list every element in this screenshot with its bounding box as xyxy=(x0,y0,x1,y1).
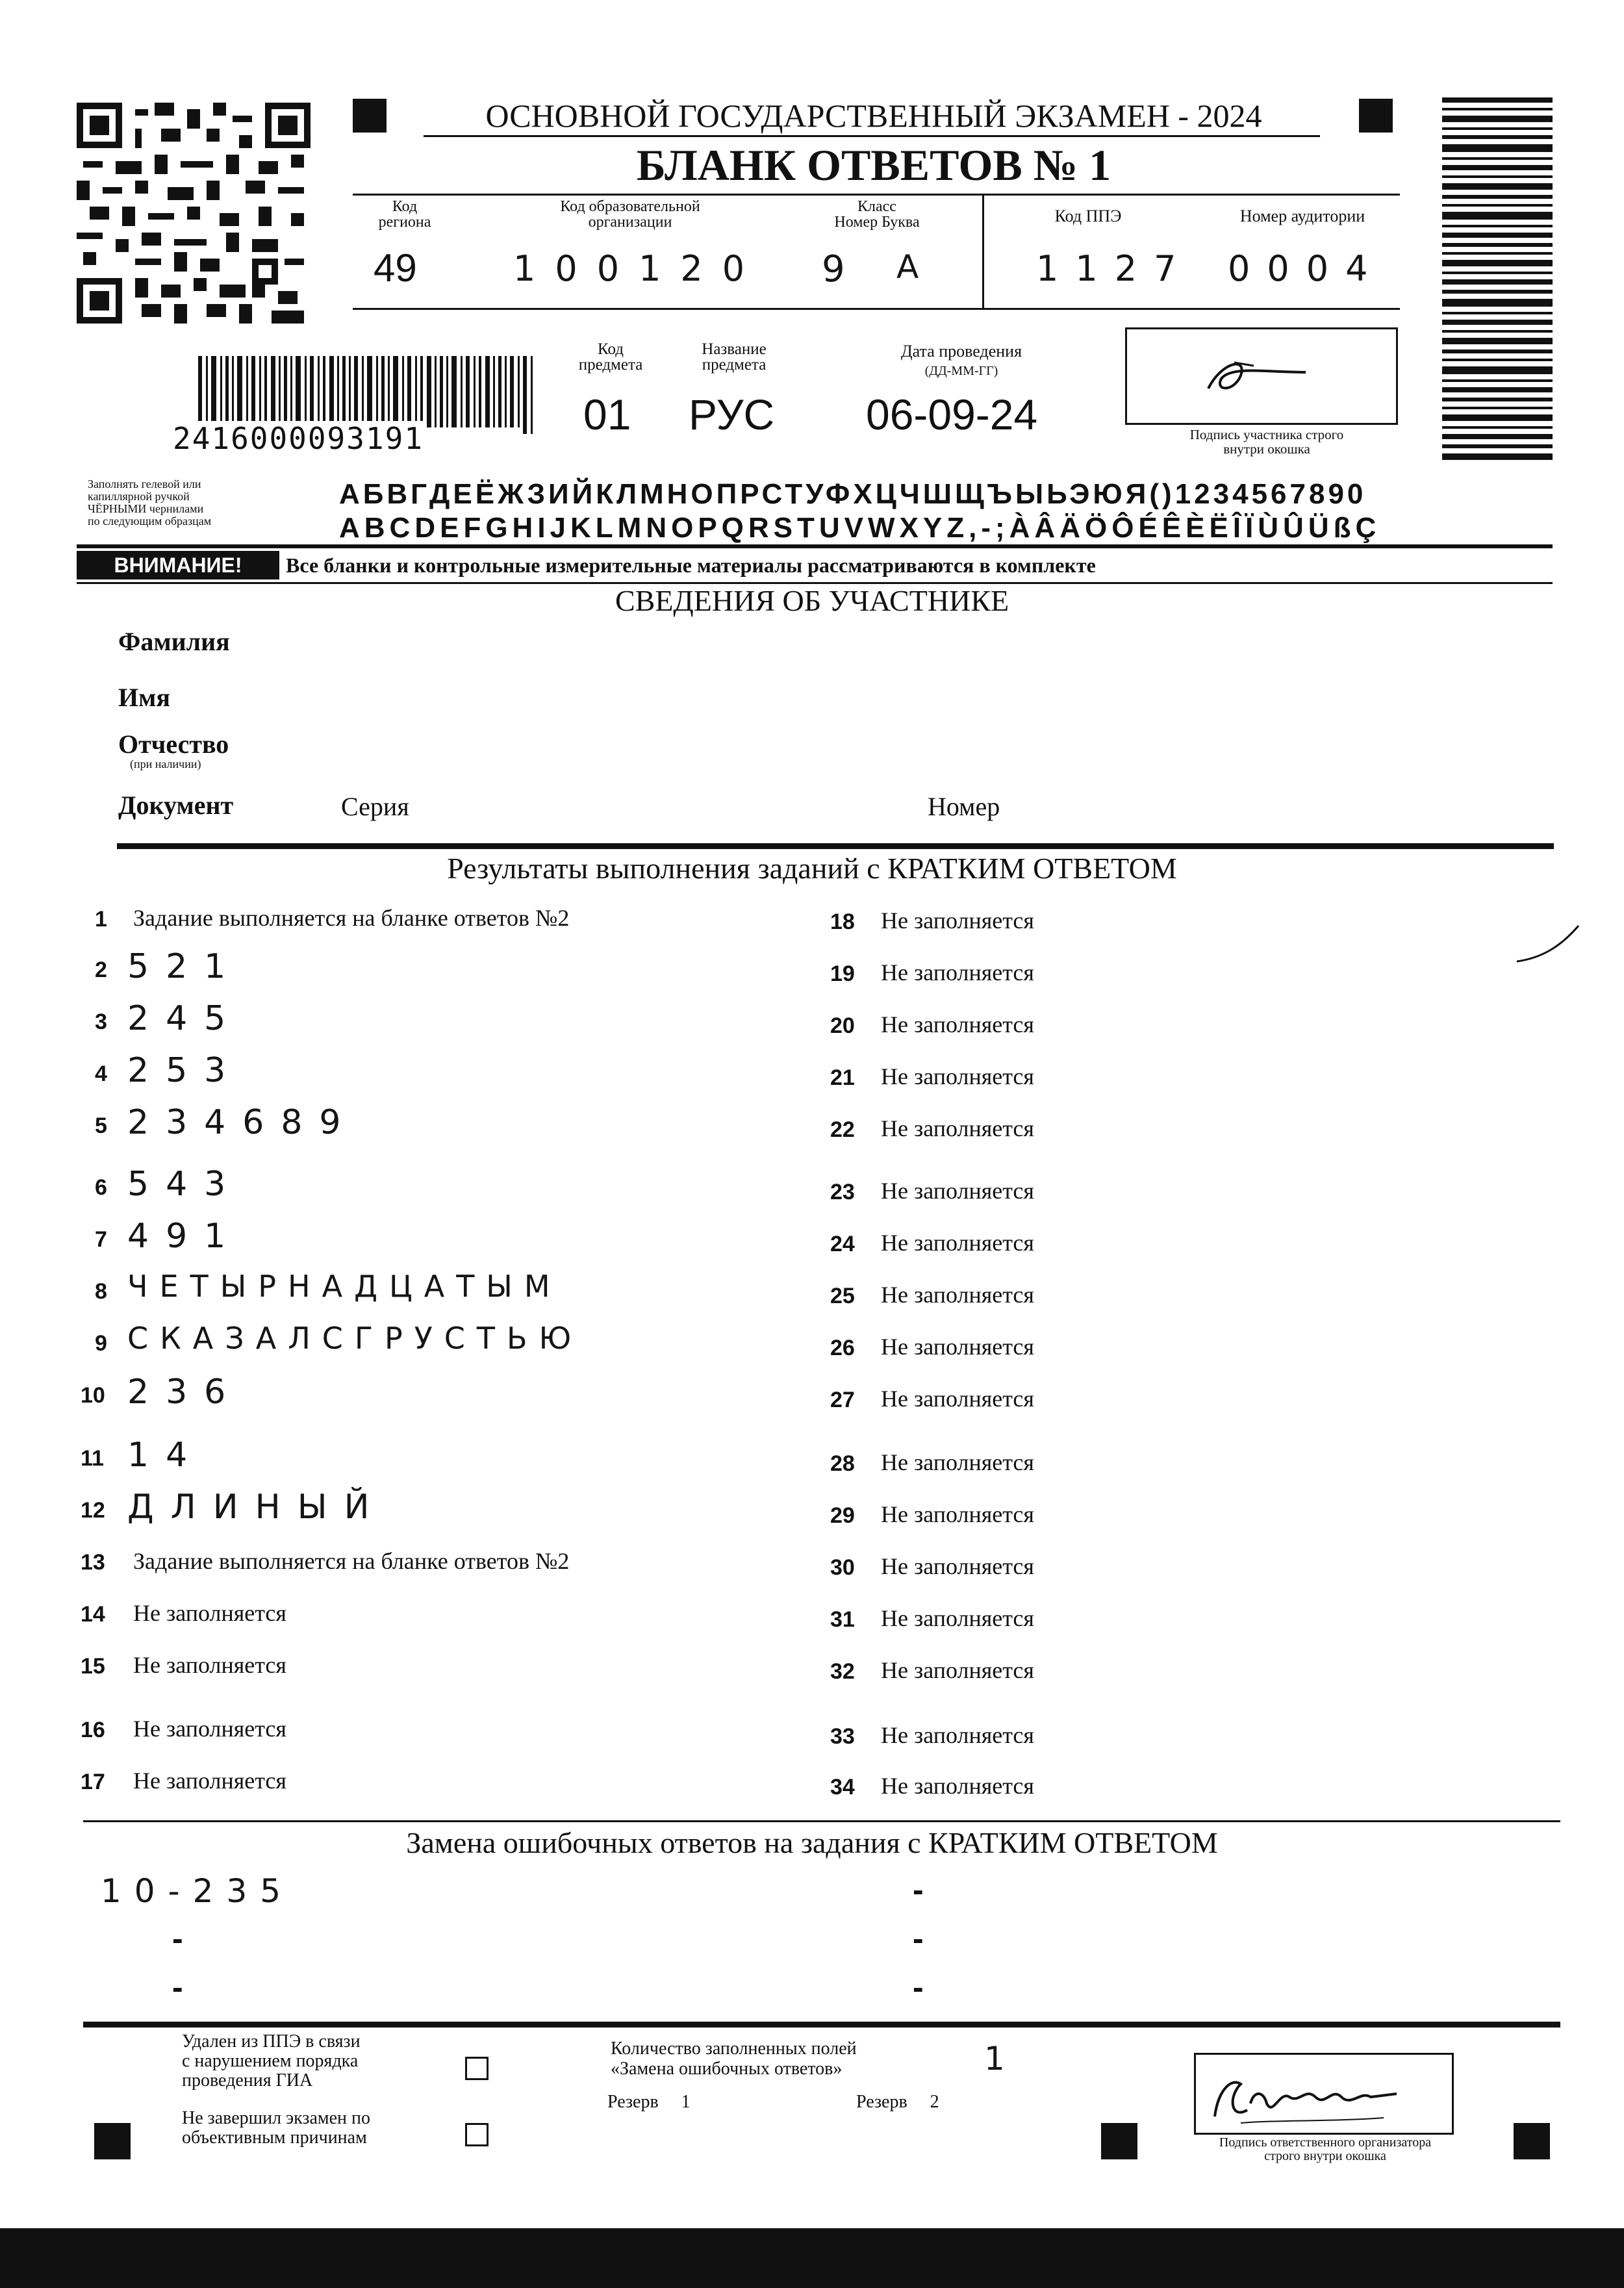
short-answers-heading: Результаты выполнения заданий с КРАТКИМ ОТВЕТОМ xyxy=(447,852,1177,885)
title-underline xyxy=(424,135,1320,137)
exam-title: ОСНОВНОЙ ГОСУДАРСТВЕННЫЙ ЭКЗАМЕН - 2024 xyxy=(485,97,1262,134)
answer-number: 7 xyxy=(95,1227,107,1252)
answer-number: 21 xyxy=(830,1065,855,1090)
org-code-value: 100120 xyxy=(513,248,765,289)
answer-note: Не заполняется xyxy=(881,1334,1034,1360)
pen-mark xyxy=(1514,922,1585,968)
answer-number: 6 xyxy=(95,1175,107,1200)
answer-note: Не заполняется xyxy=(881,1773,1034,1799)
answer-number: 18 xyxy=(830,909,855,934)
bottom-band xyxy=(0,2228,1624,2288)
answer-note: Не заполняется xyxy=(881,960,1034,985)
handwritten-answer[interactable]: ДЛИНЫЙ xyxy=(127,1488,387,1527)
answer-number: 5 xyxy=(95,1113,107,1138)
handwritten-answer[interactable]: ЧЕТЫРНАДЦАТЫМ xyxy=(127,1269,562,1304)
handwritten-answer[interactable]: 521 xyxy=(127,947,243,986)
qr-code xyxy=(77,103,311,324)
answers-bottom-rule xyxy=(83,1820,1560,1822)
room-number-label: Номер аудитории xyxy=(1239,207,1365,225)
answer-note: Не заполняется xyxy=(133,1600,286,1626)
replacement-heading: Замена ошибочных ответов на задания с КРАТКИМ ОТВЕТОМ xyxy=(406,1826,1218,1859)
answer-number: 29 xyxy=(830,1503,855,1528)
class-number-value: 9 xyxy=(822,248,862,290)
reserve-2-label: Резерв 2 xyxy=(856,2092,939,2112)
fields-bottom-rule xyxy=(353,308,1400,310)
answer-note: Не заполняется xyxy=(881,1657,1034,1683)
barcode-number: 2416000093191 xyxy=(170,421,426,456)
handwritten-answer[interactable]: 245 xyxy=(127,999,243,1038)
answer-note: Не заполняется xyxy=(881,1501,1034,1527)
answer-note: Не заполняется xyxy=(881,1011,1034,1037)
replacement-bottom-rule xyxy=(83,2022,1560,2027)
replacement-dash-left-2: - xyxy=(172,1920,183,1957)
exam-date-value: 06-09-24 xyxy=(866,390,1038,439)
participant-signature-caption: Подпись участника строго внутри окошка xyxy=(1143,427,1390,456)
patronymic-label: Отчество xyxy=(118,730,229,759)
answer-number: 32 xyxy=(830,1659,855,1684)
sample-line-latin: ABCDEFGHIJKLMNOPQRSTUVWXYZ,-;ÀÂÄÖÔÉÊÈËÎÏÙÛÜßÇ xyxy=(339,512,1381,544)
handwritten-answer[interactable]: 236 xyxy=(127,1373,243,1412)
handwritten-answer[interactable]: 234689 xyxy=(127,1103,358,1142)
replacement-dash-left-3: - xyxy=(172,1969,183,2005)
answer-note: Не заполняется xyxy=(881,1282,1034,1308)
fields-divider xyxy=(982,194,984,309)
answer-number: 20 xyxy=(830,1013,855,1038)
handwritten-answer[interactable]: 14 xyxy=(127,1436,205,1475)
answer-number: 33 xyxy=(830,1724,855,1749)
handwritten-answer[interactable]: СКАЗАЛСГРУСТЬЮ xyxy=(127,1321,583,1356)
replacement-entry-1: 10-235 xyxy=(101,1872,294,1910)
replacement-dash-right-2: - xyxy=(913,1920,924,1957)
answer-number: 25 xyxy=(830,1284,855,1308)
answer-note: Не заполняется xyxy=(133,1716,286,1742)
subject-name-value: РУС xyxy=(689,390,775,439)
answer-note: Не заполняется xyxy=(881,1063,1034,1089)
sample-bottom-rule xyxy=(77,544,1553,548)
region-code-value: 49 xyxy=(374,246,417,290)
handwritten-answer[interactable]: 491 xyxy=(127,1217,243,1256)
exam-date-label: Дата проведения xyxy=(900,342,1022,361)
participant-bottom-rule xyxy=(117,843,1554,849)
answer-number: 9 xyxy=(95,1331,107,1356)
sample-line-cyrillic: АБВГДЕЁЖЗИЙКЛМНОПРСТУФХЦЧШЩЪЫЬЭЮЯ()1234567890 xyxy=(339,478,1367,510)
surname-label: Фамилия xyxy=(118,627,230,656)
exam-date-format: (ДД-ММ-ГГ) xyxy=(924,364,998,378)
answer-number: 15 xyxy=(81,1654,105,1679)
answer-number: 10 xyxy=(81,1383,105,1408)
answer-number: 30 xyxy=(830,1555,855,1580)
answer-note: Не заполняется xyxy=(881,1386,1034,1412)
document-number-label: Номер xyxy=(928,792,1000,821)
answer-note: Не заполняется xyxy=(881,1230,1034,1256)
removed-text: Удален из ППЭ в связи с нарушением порядка проведения ГИА xyxy=(182,2031,361,2091)
org-code-label: Код образовательной организации xyxy=(560,198,700,231)
subject-code-value: 01 xyxy=(583,390,631,439)
corner-marker-top-right xyxy=(1359,99,1393,133)
not-finished-checkbox[interactable] xyxy=(465,2123,488,2146)
answer-number: 17 xyxy=(81,1770,105,1794)
organizer-signature-caption: Подпись ответственного организатора строго внутри окошка xyxy=(1219,2135,1432,2163)
participant-signature xyxy=(1195,343,1312,408)
answer-number: 19 xyxy=(830,961,855,986)
fields-top-rule xyxy=(353,194,1400,196)
answer-note: Задание выполняется на бланке ответов №2 xyxy=(133,1548,570,1574)
handwritten-answer[interactable]: 543 xyxy=(127,1165,243,1204)
replacement-count-value: 1 xyxy=(984,2040,1022,2078)
answer-number: 24 xyxy=(830,1232,855,1256)
warning-label: ВНИМАНИЕ! xyxy=(77,551,279,579)
region-code-label: Код региона xyxy=(378,198,431,231)
answer-number: 13 xyxy=(81,1550,105,1575)
not-finished-text: Не завершил экзамен по объективным причинам xyxy=(182,2108,370,2148)
answer-note: Не заполняется xyxy=(133,1768,286,1794)
answer-number: 27 xyxy=(830,1388,855,1412)
answer-number: 3 xyxy=(95,1010,107,1034)
answer-note: Не заполняется xyxy=(881,1115,1034,1141)
answer-number: 31 xyxy=(830,1607,855,1632)
answer-note: Не заполняется xyxy=(881,1178,1034,1204)
answer-note: Не заполняется xyxy=(881,908,1034,934)
side-barcode xyxy=(1442,97,1553,461)
answer-number: 14 xyxy=(81,1602,105,1627)
warning-text: Все бланки и контрольные измерительные материалы рассматриваются в комплекте xyxy=(286,553,1096,577)
class-letter-value: А xyxy=(896,248,936,286)
patronymic-note: (при наличии) xyxy=(130,757,201,770)
replacement-dash-right-1: - xyxy=(913,1872,924,1908)
name-label: Имя xyxy=(118,683,170,712)
replacement-count-label: Количество заполненных полей «Замена ошибочных ответов» xyxy=(611,2039,857,2079)
sample-instructions: Заполнять гелевой или капиллярной ручкой ЧЁРНЫМИ чернилами по следующим образцам xyxy=(88,477,212,528)
ppe-code-value: 1127 xyxy=(1036,248,1193,289)
answer-number: 1 xyxy=(95,907,107,932)
answer-note: Задание выполняется на бланке ответов №2 xyxy=(133,905,570,931)
answer-note: Не заполняется xyxy=(881,1449,1034,1475)
answer-note: Не заполняется xyxy=(881,1722,1034,1748)
answer-number: 12 xyxy=(81,1498,105,1523)
subject-code-label: Код предмета xyxy=(578,340,643,374)
ppe-code-label: Код ППЭ xyxy=(1054,207,1122,225)
answer-note: Не заполняется xyxy=(881,1605,1034,1631)
replacement-dash-right-3: - xyxy=(913,1969,924,2005)
reserve-1-label: Резерв 1 xyxy=(607,2092,691,2112)
answer-number: 8 xyxy=(95,1279,107,1304)
handwritten-answer[interactable]: 253 xyxy=(127,1051,243,1090)
form-subtitle: БЛАНК ОТВЕТОВ № 1 xyxy=(636,140,1111,190)
subject-name-label: Название предмета xyxy=(702,340,767,374)
answer-number: 26 xyxy=(830,1336,855,1360)
answer-number: 2 xyxy=(95,958,107,982)
answer-note: Не заполняется xyxy=(881,1553,1034,1579)
room-number-value: 0004 xyxy=(1228,248,1385,289)
removed-checkbox[interactable] xyxy=(465,2057,488,2080)
class-label: Класс Номер Буква xyxy=(834,198,920,231)
corner-marker-bottom-mid xyxy=(1101,2123,1137,2159)
corner-marker-top-left xyxy=(353,99,387,133)
answer-number: 34 xyxy=(830,1775,855,1799)
answer-note: Не заполняется xyxy=(133,1652,286,1678)
document-label: Документ xyxy=(118,791,234,820)
answer-number: 11 xyxy=(81,1446,104,1471)
answer-number: 23 xyxy=(830,1180,855,1204)
corner-marker-bottom-left xyxy=(94,2123,131,2159)
answer-number: 4 xyxy=(95,1061,107,1086)
document-series-label: Серия xyxy=(341,792,409,821)
answer-number: 16 xyxy=(81,1718,105,1742)
corner-marker-bottom-right xyxy=(1514,2123,1550,2159)
organizer-signature xyxy=(1202,2058,1436,2136)
answer-number: 28 xyxy=(830,1451,855,1476)
answer-number: 22 xyxy=(830,1117,855,1142)
participant-heading: СВЕДЕНИЯ ОБ УЧАСТНИКЕ xyxy=(615,584,1009,617)
